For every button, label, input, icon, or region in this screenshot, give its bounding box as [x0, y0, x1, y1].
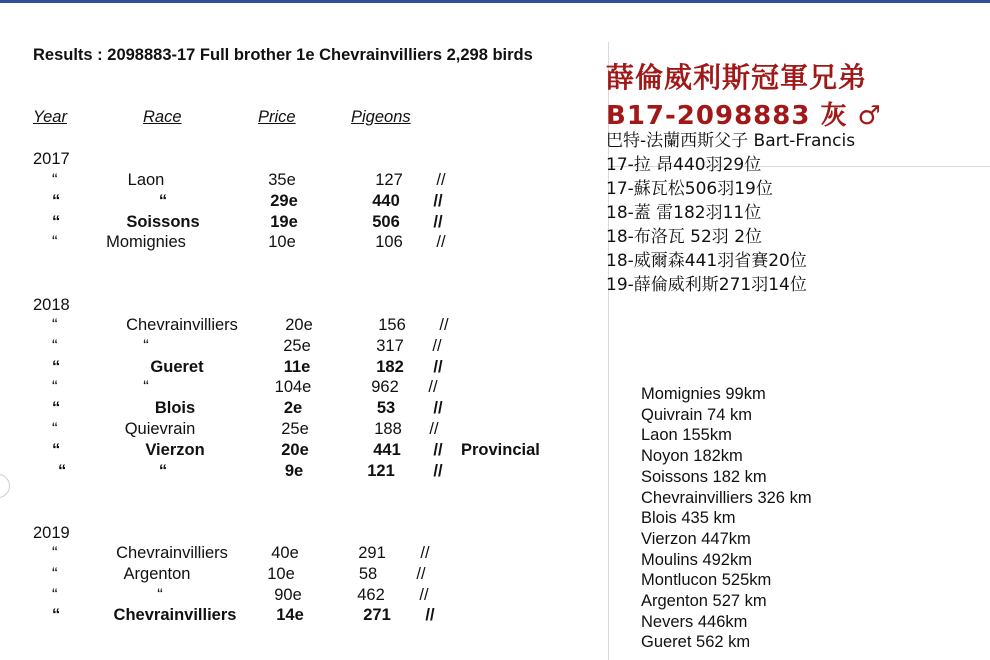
row-separator: // [433, 399, 443, 418]
race-name: Laon [127, 171, 165, 189]
chinese-result-line: 巴特-法蘭西斯父子 Bart-Francis [606, 131, 856, 151]
ditto-mark: “ [52, 585, 58, 604]
row-separator: // [420, 544, 430, 562]
ditto-mark: “ [52, 316, 58, 334]
chinese-result-line: 17-蘇瓦松506羽19位 [606, 179, 773, 199]
header-price: Price [258, 108, 296, 126]
distance-item: Nevers 446km [641, 612, 748, 631]
race-pigeons: 53 [376, 399, 396, 418]
ditto-mark: “ [52, 564, 58, 583]
row-separator: // [436, 233, 446, 252]
race-name: Chevrainvilliers [126, 316, 238, 334]
race-name: “ [143, 378, 149, 397]
race-name: “ [158, 461, 168, 480]
race-name: “ [158, 191, 168, 210]
race-price: 2e [283, 399, 303, 418]
race-price: 35e [268, 171, 296, 189]
results-heading: Results : 2098883-17 Full brother 1e Chevrainvilliers 2,298 birds [33, 46, 533, 64]
distance-item: Noyon 182km [641, 447, 743, 466]
distance-item: Blois 435 km [641, 509, 736, 528]
race-pigeons: 317 [376, 336, 404, 355]
ditto-mark: “ [52, 440, 61, 459]
distance-item: Argenton 527 km [641, 592, 767, 610]
race-price: 25e [283, 336, 311, 355]
ditto-mark: “ [52, 544, 58, 562]
race-price: 19e [270, 212, 298, 231]
distance-item: Momignies 99km [641, 385, 766, 403]
ditto-mark: “ [52, 336, 58, 355]
race-price: 10e [267, 564, 295, 583]
row-separator: // [433, 212, 443, 231]
row-separator: // [428, 378, 438, 397]
distance-item: Quivrain 74 km [641, 405, 752, 424]
race-price: 14e [276, 606, 304, 625]
top-accent-bar [0, 0, 990, 3]
divider-vertical-lower [608, 382, 609, 660]
race-pigeons: 182 [376, 357, 404, 376]
row-separator: // [416, 564, 426, 583]
row-separator: // [419, 585, 429, 604]
distance-item: Gueret 562 km [641, 633, 751, 652]
year-label: 2017 [33, 150, 70, 168]
ditto-mark: “ [52, 399, 61, 418]
ditto-mark: “ [58, 461, 67, 480]
row-separator: // [433, 191, 443, 210]
distance-item: Montlucon 525km [641, 571, 772, 590]
race-name: Gueret [150, 357, 204, 376]
ditto-mark: “ [52, 191, 61, 210]
header-pigeons: Pigeons [351, 108, 411, 126]
ditto-mark: “ [52, 378, 58, 397]
race-pigeons: 58 [358, 564, 378, 583]
chinese-result-line: 17-拉 昂440羽29位 [606, 155, 762, 175]
ditto-mark: “ [52, 606, 61, 625]
row-separator: // [433, 461, 443, 480]
race-price: 11e [283, 357, 311, 376]
race-pigeons: 188 [374, 420, 402, 438]
header-race: Race [143, 108, 182, 126]
chinese-title: 薛倫威利斯冠軍兄弟 [606, 61, 868, 94]
race-name: Argenton [123, 564, 191, 583]
year-label: 2019 [33, 524, 70, 542]
row-separator: // [429, 420, 439, 438]
ditto-mark: “ [52, 233, 58, 252]
race-pigeons: 291 [358, 544, 386, 562]
race-pigeons: 462 [357, 585, 385, 604]
chinese-result-line: 19-薛倫威利斯271羽14位 [606, 275, 807, 295]
race-pigeons: 121 [367, 461, 395, 480]
race-price: 10e [268, 233, 296, 252]
distance-item: Laon 155km [641, 426, 732, 445]
chinese-ring-number: B17-2098883 灰 ♂ [606, 101, 882, 131]
ditto-mark: “ [52, 420, 58, 438]
race-name: “ [157, 585, 163, 604]
race-name: Momignies [106, 233, 186, 252]
row-separator: // [425, 606, 435, 625]
row-separator: // [432, 336, 442, 355]
ditto-mark: “ [52, 171, 58, 189]
row-separator: // [436, 171, 446, 189]
race-note: Provincial [461, 440, 540, 459]
race-pigeons: 962 [371, 378, 399, 397]
race-price: 9e [284, 461, 304, 480]
chinese-result-line: 18-威爾森441羽省賽20位 [606, 251, 807, 271]
chinese-result-line: 18-布洛瓦 52羽 2位 [606, 227, 763, 247]
race-price: 20e [281, 440, 309, 459]
race-price: 29e [270, 191, 298, 210]
race-name: Vierzon [145, 440, 205, 459]
race-pigeons: 440 [372, 191, 400, 210]
race-name: Soissons [126, 212, 200, 231]
race-pigeons: 506 [372, 212, 400, 231]
race-price: 25e [281, 420, 309, 438]
race-pigeons: 441 [373, 440, 401, 459]
race-name: “ [143, 336, 149, 355]
ditto-mark: “ [52, 212, 61, 231]
chinese-result-line: 18-蓋 雷182羽11位 [606, 203, 762, 223]
race-pigeons: 127 [375, 171, 403, 189]
race-price: 104e [274, 378, 312, 397]
ditto-mark: “ [52, 357, 61, 376]
race-price: 40e [271, 544, 299, 562]
race-pigeons: 106 [375, 233, 403, 252]
race-price: 20e [285, 316, 313, 334]
year-label: 2018 [33, 296, 70, 314]
distance-item: Vierzon 447km [641, 529, 751, 548]
scroll-handle-circle[interactable] [0, 474, 10, 498]
race-name: Blois [154, 399, 196, 418]
race-pigeons: 271 [363, 606, 391, 625]
row-separator: // [439, 316, 449, 334]
header-year: Year [33, 108, 67, 126]
row-separator: // [433, 440, 443, 459]
race-name: Quievrain [124, 420, 196, 438]
race-price: 90e [274, 585, 302, 604]
race-pigeons: 156 [378, 316, 406, 334]
distance-item: Chevrainvilliers 326 km [641, 488, 812, 507]
distance-item: Moulins 492km [641, 550, 752, 569]
race-name: Chevrainvilliers [116, 544, 228, 562]
row-separator: // [433, 357, 443, 376]
race-name: Chevrainvilliers [113, 606, 237, 625]
distance-item: Soissons 182 km [641, 467, 767, 486]
